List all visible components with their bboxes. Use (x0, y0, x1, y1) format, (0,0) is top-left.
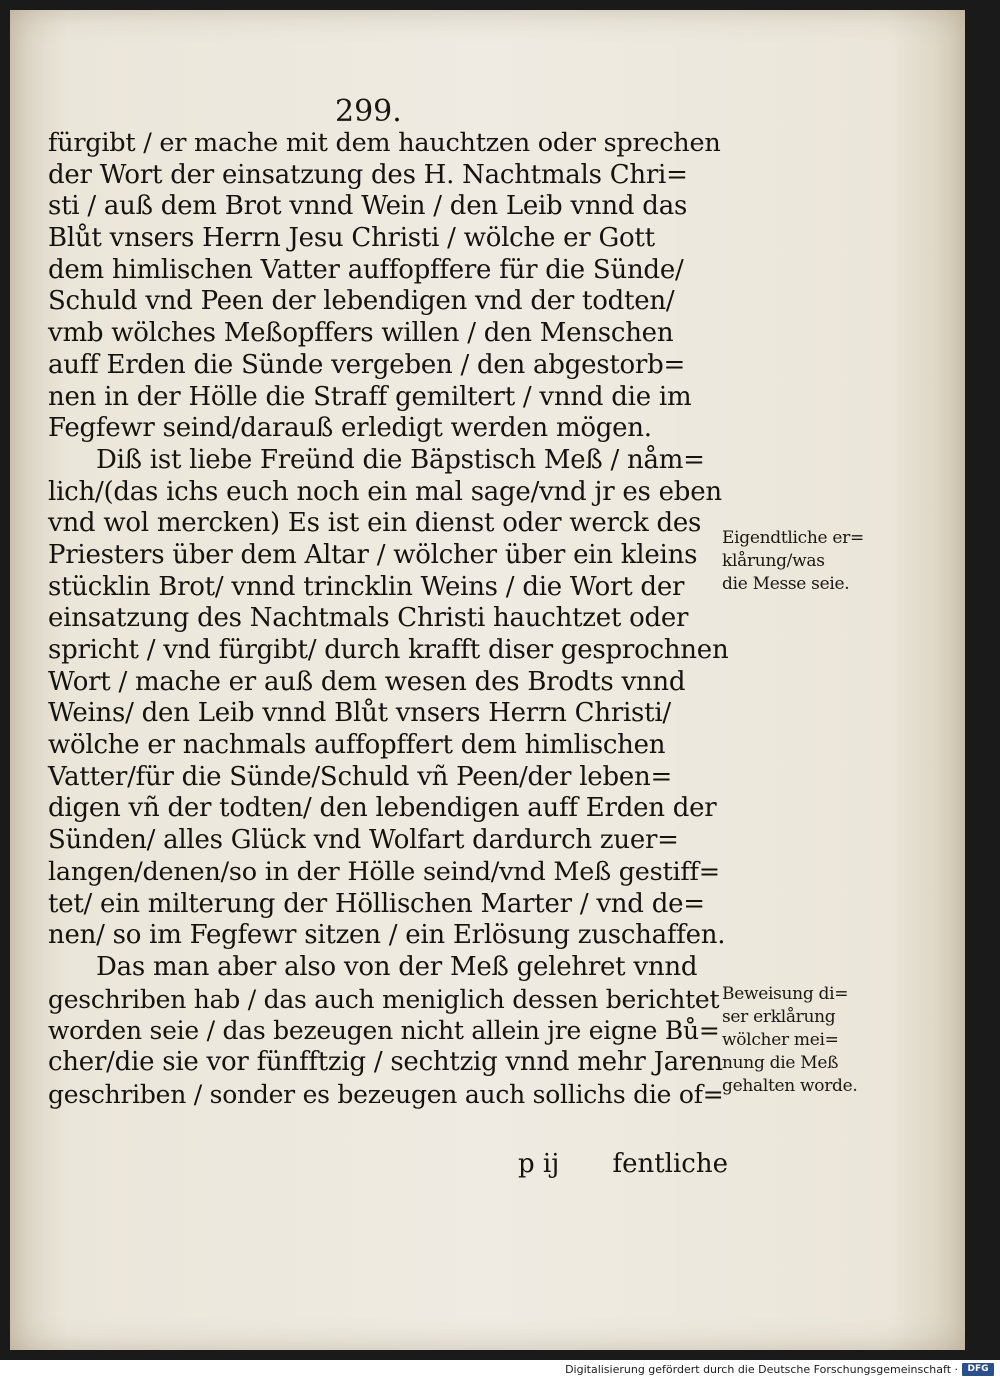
margin-note-line: die Messe seie. (722, 574, 850, 594)
footer-credit: Digitalisierung gefördert durch die Deutsche Forschungsgemeinschaft · (565, 1363, 958, 1376)
signature-mark: p ij (518, 1149, 560, 1179)
text-line: nen in der Hölle die Straff gemiltert / vnnd die im (48, 381, 692, 412)
text-line: Fegfewr seind/darauß erledigt werden mögen. (48, 413, 652, 444)
footer-bar (0, 1360, 1000, 1379)
margin-note-line: gehalten worde. (722, 1076, 858, 1096)
text-line: Vatter/für die Sünde/Schuld vñ Peen/der leben= (48, 761, 673, 792)
margin-note-1 (722, 527, 864, 596)
text-line: tet/ ein milterung der Höllischen Marter / vnd de= (48, 888, 705, 919)
text-line: Priesters über dem Altar / wölcher über ein kleins (48, 539, 698, 570)
dfg-logo: DFG (962, 1363, 994, 1376)
text-line: fürgibt / er mache mit dem hauchtzen oder sprechen (48, 128, 721, 158)
text-line: worden seie / das bezeugen nicht allein jre eigne Bů= (48, 1016, 720, 1046)
text-line: vmb wölches Meßopffers willen / den Menschen (48, 318, 674, 349)
catchword-row (48, 1146, 728, 1182)
text-line: Wort / mache er auß dem wesen des Brodts vnnd (48, 666, 686, 697)
text-line: stücklin Brot/ vnnd trincklin Weins / die Wort der (48, 571, 685, 602)
text-line: spricht / vnd fürgibt/ durch krafft diser gesprochnen (48, 635, 729, 665)
margin-note-line: wölcher mei= (722, 1030, 839, 1050)
text-line: cher/die sie vor fünfftzig / sechtzig vnnd mehr Jaren (48, 1046, 723, 1077)
margin-note-2 (722, 983, 857, 1098)
text-line: vnd wol mercken) Es ist ein dienst oder werck des (48, 508, 702, 539)
text-line: langen/denen/so in der Hölle seind/vnd Meß gestiff= (48, 856, 720, 887)
text-line: Blůt vnsers Herrn Jesu Christi / wölche er Gott (48, 223, 655, 254)
text-line: geschriben hab / das auch meniglich dessen berichtet (48, 984, 720, 1014)
text-line: der Wort der einsatzung des H. Nachtmals Chri= (48, 159, 688, 190)
text-line: lich/(das ichs euch noch ein mal sage/vnd jr es eben (48, 476, 722, 507)
text-line: Diß ist liebe Freünd die Bäpstisch Meß / nåm= (96, 444, 705, 475)
text-line: Sünden/ alles Glück vnd Wolfart dardurch zuer= (48, 825, 679, 856)
text-line: Schuld vnd Peen der lebendigen vnd der todten/ (48, 286, 675, 317)
margin-note-line: Eigendtliche er= (722, 528, 864, 548)
text-line: wölche er nachmals auffopffert dem himlischen (48, 730, 666, 761)
text-line: digen vñ der todten/ den lebendigen auff Erden der (48, 793, 717, 824)
margin-note-line: nung die Meß (722, 1053, 839, 1073)
text-line: Das man aber also von der Meß gelehret vnnd (96, 951, 698, 982)
text-line: geschriben / sonder es bezeugen auch sollichs die of= (48, 1079, 724, 1109)
text-line: Weins/ den Leib vnnd Blůt vnsers Herrn Christi/ (48, 698, 671, 729)
margin-note-line: Beweisung di= (722, 984, 849, 1004)
text-line: auff Erden die Sünde vergeben / den abgestorb= (48, 349, 686, 380)
text-line: einsatzung des Nachtmals Christi hauchtzet oder (48, 603, 689, 634)
page-number: 299. (335, 94, 402, 129)
main-text-block (48, 128, 728, 1110)
text-line: sti / auß dem Brot vnnd Wein / den Leib vnnd das (48, 191, 688, 222)
text-line: dem himlischen Vatter auffopffere für die Sünde/ (48, 254, 684, 285)
catchword: fentliche (612, 1149, 728, 1179)
margin-note-line: ser erklårung (722, 1007, 836, 1027)
text-line: nen/ so im Fegfewr sitzen / ein Erlösung zuschaffen. (48, 920, 726, 951)
margin-note-line: klårung/was (722, 551, 825, 571)
